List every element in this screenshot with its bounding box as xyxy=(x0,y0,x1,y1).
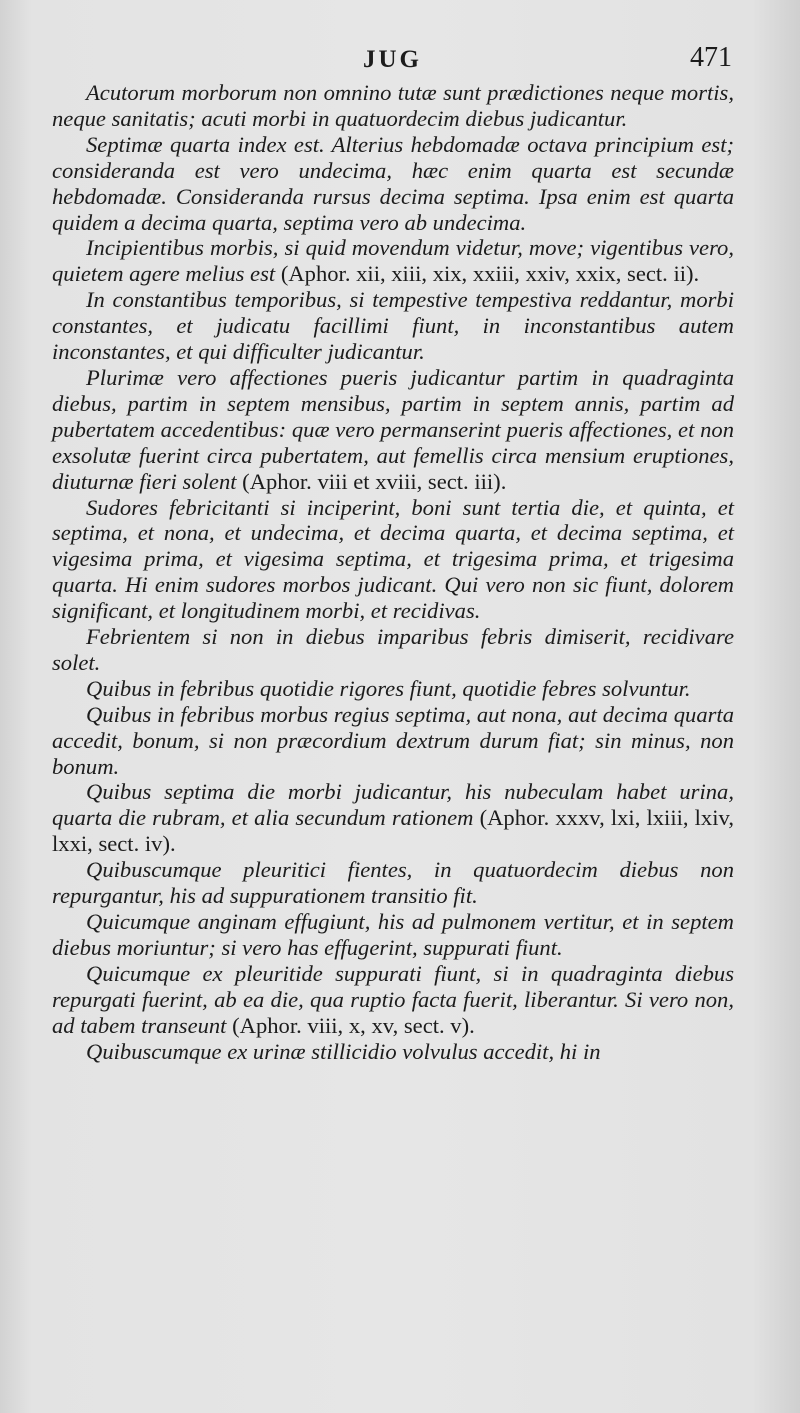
paragraph: Incipientibus morbis, si quid movendum videtur, move; vigentibus vero, quietem agere melius est (Aphor. xii, xiii, xix, xxiii, xxiv, xxix, sect. ii). xyxy=(52,235,734,287)
aphorism-reference: (Aphor. xii, xiii, xix, xxiii, xxiv, xxix, sect. ii). xyxy=(280,261,700,287)
paragraph: Quibuscumque pleuritici fientes, in quatuordecim diebus non repurgantur, his ad suppurationem transitio fit. xyxy=(52,857,734,909)
paragraph: Quicumque anginam effugiunt, his ad pulmonem vertitur, et in septem diebus moriuntur; si vero has effugerint, suppurati fiunt. xyxy=(52,909,734,960)
aphorism-reference: (Aphor. xxxv, lxi, lxiii, lxiv, lxxi, sect. iv). xyxy=(52,805,734,857)
paragraph: Quibus in febribus morbus regius septima, aut nona, aut decima quarta accedit, bonum, si non præcordium dextrum durum fiat; sin minus, non bonum. xyxy=(52,701,734,779)
paragraph: Quibus septima die morbi judicantur, his nubeculam habet urina, quarta die rubram, et alia secundum rationem (Aphor. xxxv, lxi, lxiii, lxiv, lxxi, sect. iv). xyxy=(52,779,734,857)
paragraph: Sudores febricitanti si inciperint, boni sunt tertia die, et quinta, et septima, et nona, et undecima, et decima quarta, et decima septima, et vigesima prima, et vigesima septima, et trigesima prima, et trigesima quarta. Hi enim sudores morbos judicant. Qui vero non sic fiunt, dolorem significant, et longitudinem morbi, et recidivas. xyxy=(52,494,734,624)
paragraph: Plurimæ vero affectiones pueris judicantur partim in quadraginta diebus, partim in septem mensibus, partim in septem annis, partim ad pubertatem accedentibus: quæ vero permanserint pueris affectiones, et non exsolutæ fuerint circa pubertatem, aut femellis circa mensium eruptiones, diuturnæ fieri solent (Aphor. viii et xviii, sect. iii). xyxy=(52,364,734,494)
running-head: JUG xyxy=(363,46,422,73)
paragraph: Quicumque ex pleuritide suppurati fiunt, si in quadraginta diebus repurgati fuerint, ab ea die, qua ruptio facta fuerit, liberantur. Si vero non, ad tabem transeunt (Aphor. viii, x, xv, sect. v). xyxy=(52,960,734,1038)
page-header xyxy=(0,42,800,82)
paragraph: Quibuscumque ex urinæ stillicidio volvulus accedit, hi in xyxy=(86,1038,601,1064)
paragraph: Febrientem si non in diebus imparibus febris dimiserit, recidivare solet. xyxy=(52,624,734,675)
paragraph: Acutorum morborum non omnino tutæ sunt prædictiones neque mortis, neque sanitatis; acuti morbi in quatuordecim diebus judicantur. xyxy=(52,80,734,131)
paragraph: Septimæ quarta index est. Alterius hebdomadæ octava principium est; consideranda est vero undecima, hæc enim quarta est secundæ hebdomadæ. Consideranda rursus decima septima. Ipsa enim est quarta quidem a decima quarta, septima vero ab undecima. xyxy=(52,131,734,235)
page-number: 471 xyxy=(690,42,732,73)
body-text xyxy=(52,80,734,1064)
aphorism-reference: (Aphor. viii, x, xv, sect. v). xyxy=(232,1012,475,1038)
paragraph: In constantibus temporibus, si tempestive tempestiva reddantur, morbi constantes, et judicatu facillimi fiunt, in inconstantibus autem inconstantes, et qui difficulter judicantur. xyxy=(52,287,734,365)
aphorism-reference: (Aphor. viii et xviii, sect. iii). xyxy=(242,468,507,494)
paragraph: Quibus in febribus quotidie rigores fiunt, quotidie febres solvuntur. xyxy=(86,675,691,701)
